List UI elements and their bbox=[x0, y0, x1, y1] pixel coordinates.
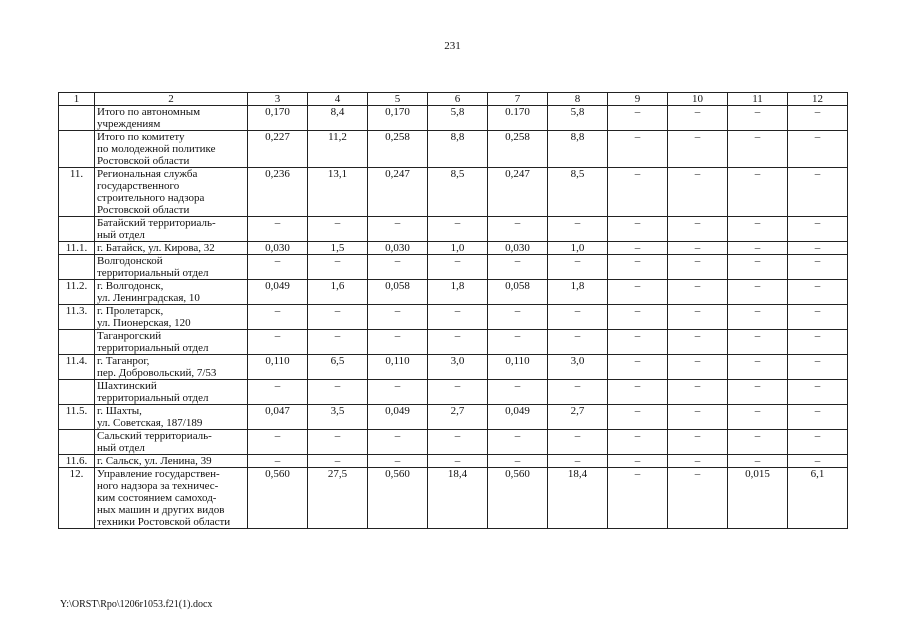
value-cell: – bbox=[668, 255, 728, 280]
table-row bbox=[59, 355, 848, 380]
row-number bbox=[59, 255, 95, 280]
value-cell: 0,058 bbox=[488, 280, 548, 305]
row-name: Батайский территориаль- ный отдел bbox=[95, 217, 248, 242]
row-name: г. Пролетарск, ул. Пионерская, 120 bbox=[95, 305, 248, 330]
value-cell: – bbox=[428, 330, 488, 355]
value-cell: – bbox=[248, 380, 308, 405]
value-cell: – bbox=[668, 217, 728, 242]
value-cell: 1,8 bbox=[428, 280, 488, 305]
value-cell: – bbox=[608, 255, 668, 280]
value-cell: – bbox=[488, 455, 548, 468]
row-number bbox=[59, 380, 95, 405]
value-cell: – bbox=[548, 217, 608, 242]
column-header: 10 bbox=[668, 93, 728, 106]
value-cell: – bbox=[608, 242, 668, 255]
row-number: 11.5. bbox=[59, 405, 95, 430]
value-cell: 0,015 bbox=[728, 468, 788, 529]
data-table bbox=[58, 92, 848, 529]
value-cell: – bbox=[608, 355, 668, 380]
value-cell: – bbox=[248, 255, 308, 280]
value-cell: – bbox=[788, 280, 848, 305]
value-cell: 2,7 bbox=[428, 405, 488, 430]
value-cell: 0,049 bbox=[368, 405, 428, 430]
value-cell: – bbox=[668, 380, 728, 405]
value-cell: – bbox=[728, 430, 788, 455]
value-cell: 2,7 bbox=[548, 405, 608, 430]
value-cell: 1,6 bbox=[308, 280, 368, 305]
value-cell: – bbox=[308, 455, 368, 468]
value-cell: – bbox=[788, 131, 848, 168]
row-number: 12. bbox=[59, 468, 95, 529]
value-cell: 3,5 bbox=[308, 405, 368, 430]
column-header: 1 bbox=[59, 93, 95, 106]
column-header: 4 bbox=[308, 93, 368, 106]
value-cell: – bbox=[728, 131, 788, 168]
value-cell: – bbox=[428, 217, 488, 242]
value-cell: 0,247 bbox=[488, 168, 548, 217]
value-cell: – bbox=[548, 430, 608, 455]
value-cell: – bbox=[668, 242, 728, 255]
row-name: г. Батайск, ул. Кирова, 32 bbox=[95, 242, 248, 255]
value-cell: 0,110 bbox=[488, 355, 548, 380]
value-cell: – bbox=[728, 455, 788, 468]
value-cell: – bbox=[368, 430, 428, 455]
column-header: 8 bbox=[548, 93, 608, 106]
row-number: 11.3. bbox=[59, 305, 95, 330]
value-cell: – bbox=[248, 305, 308, 330]
value-cell: – bbox=[428, 430, 488, 455]
value-cell: – bbox=[608, 106, 668, 131]
value-cell: – bbox=[728, 106, 788, 131]
value-cell: – bbox=[728, 280, 788, 305]
value-cell: 0,236 bbox=[248, 168, 308, 217]
row-name: Региональная служба государственного строительного надзора Ростовской области bbox=[95, 168, 248, 217]
value-cell: 0,110 bbox=[368, 355, 428, 380]
row-number: 11.4. bbox=[59, 355, 95, 380]
table-row bbox=[59, 242, 848, 255]
table-row bbox=[59, 255, 848, 280]
row-name: Шахтинский территориальный отдел bbox=[95, 380, 248, 405]
value-cell: – bbox=[728, 168, 788, 217]
value-cell: – bbox=[608, 280, 668, 305]
value-cell: 0,047 bbox=[248, 405, 308, 430]
value-cell: – bbox=[608, 405, 668, 430]
table-row bbox=[59, 330, 848, 355]
value-cell: – bbox=[788, 330, 848, 355]
value-cell: 5,8 bbox=[428, 106, 488, 131]
value-cell: – bbox=[668, 405, 728, 430]
column-header: 5 bbox=[368, 93, 428, 106]
value-cell: 0,110 bbox=[248, 355, 308, 380]
value-cell: – bbox=[308, 305, 368, 330]
value-cell: 18,4 bbox=[428, 468, 488, 529]
value-cell: – bbox=[608, 305, 668, 330]
value-cell: – bbox=[488, 430, 548, 455]
row-number: 11.6. bbox=[59, 455, 95, 468]
value-cell: – bbox=[668, 355, 728, 380]
row-name: г. Таганрог, пер. Добровольский, 7/53 bbox=[95, 355, 248, 380]
value-cell: – bbox=[668, 280, 728, 305]
value-cell: – bbox=[788, 355, 848, 380]
value-cell: – bbox=[548, 330, 608, 355]
value-cell: – bbox=[788, 106, 848, 131]
value-cell: 3,0 bbox=[548, 355, 608, 380]
value-cell: – bbox=[248, 430, 308, 455]
column-header: 2 bbox=[95, 93, 248, 106]
value-cell: – bbox=[548, 380, 608, 405]
table-row bbox=[59, 430, 848, 455]
column-header: 3 bbox=[248, 93, 308, 106]
value-cell: – bbox=[308, 217, 368, 242]
value-cell: – bbox=[608, 217, 668, 242]
value-cell: – bbox=[308, 430, 368, 455]
header-row bbox=[59, 93, 848, 106]
row-name: г. Волгодонск, ул. Ленинградская, 10 bbox=[95, 280, 248, 305]
value-cell: 27,5 bbox=[308, 468, 368, 529]
value-cell: – bbox=[728, 380, 788, 405]
table-body bbox=[59, 106, 848, 529]
value-cell: – bbox=[308, 255, 368, 280]
row-name: Итого по комитету по молодежной политике Ростовской области bbox=[95, 131, 248, 168]
value-cell: – bbox=[368, 380, 428, 405]
value-cell: 0.170 bbox=[488, 106, 548, 131]
value-cell: 1,5 bbox=[308, 242, 368, 255]
value-cell: – bbox=[608, 330, 668, 355]
row-number: 11.2. bbox=[59, 280, 95, 305]
row-name: Волгодонской территориальный отдел bbox=[95, 255, 248, 280]
value-cell: – bbox=[788, 430, 848, 455]
table-row bbox=[59, 305, 848, 330]
footer-file-path: Y:\ORST\Rpo\1206r1053.f21(1).docx bbox=[60, 599, 213, 610]
value-cell: 8,8 bbox=[548, 131, 608, 168]
value-cell: – bbox=[668, 168, 728, 217]
value-cell: – bbox=[248, 455, 308, 468]
value-cell: 0,258 bbox=[488, 131, 548, 168]
row-name: г. Шахты, ул. Советская, 187/189 bbox=[95, 405, 248, 430]
value-cell: 6,5 bbox=[308, 355, 368, 380]
value-cell: 0,560 bbox=[488, 468, 548, 529]
value-cell: – bbox=[368, 330, 428, 355]
value-cell: 0,170 bbox=[248, 106, 308, 131]
column-header: 12 bbox=[788, 93, 848, 106]
value-cell: – bbox=[788, 305, 848, 330]
value-cell: – bbox=[728, 217, 788, 242]
value-cell: – bbox=[728, 355, 788, 380]
row-name: г. Сальск, ул. Ленина, 39 bbox=[95, 455, 248, 468]
value-cell: – bbox=[548, 255, 608, 280]
value-cell: 3,0 bbox=[428, 355, 488, 380]
value-cell: – bbox=[668, 430, 728, 455]
value-cell: – bbox=[668, 305, 728, 330]
value-cell: – bbox=[668, 330, 728, 355]
value-cell: – bbox=[428, 380, 488, 405]
value-cell: – bbox=[428, 455, 488, 468]
column-header: 6 bbox=[428, 93, 488, 106]
value-cell: 0,247 bbox=[368, 168, 428, 217]
row-number: 11. bbox=[59, 168, 95, 217]
value-cell: 1,8 bbox=[548, 280, 608, 305]
value-cell: 0,560 bbox=[248, 468, 308, 529]
row-number bbox=[59, 430, 95, 455]
value-cell: 6,1 bbox=[788, 468, 848, 529]
value-cell: 0,030 bbox=[488, 242, 548, 255]
value-cell: 13,1 bbox=[308, 168, 368, 217]
value-cell: 0,227 bbox=[248, 131, 308, 168]
value-cell: – bbox=[728, 405, 788, 430]
value-cell: 5,8 bbox=[548, 106, 608, 131]
value-cell: – bbox=[788, 255, 848, 280]
value-cell: 0,049 bbox=[248, 280, 308, 305]
value-cell: – bbox=[368, 255, 428, 280]
table-row bbox=[59, 168, 848, 217]
value-cell: 0,560 bbox=[368, 468, 428, 529]
table-row bbox=[59, 280, 848, 305]
value-cell: – bbox=[488, 255, 548, 280]
table-row bbox=[59, 380, 848, 405]
value-cell: – bbox=[608, 430, 668, 455]
value-cell: – bbox=[548, 305, 608, 330]
row-name: Итого по автономным учреждениям bbox=[95, 106, 248, 131]
value-cell: – bbox=[248, 330, 308, 355]
value-cell: 1,0 bbox=[428, 242, 488, 255]
value-cell: – bbox=[668, 131, 728, 168]
row-name: Управление государствен- ного надзора за техничес- ким состоянием самоход- ных машин и других видов техники Ростовской области bbox=[95, 468, 248, 529]
table-row bbox=[59, 455, 848, 468]
value-cell: – bbox=[608, 131, 668, 168]
value-cell: – bbox=[608, 168, 668, 217]
value-cell: – bbox=[788, 405, 848, 430]
page-number: 231 bbox=[444, 40, 461, 52]
value-cell: – bbox=[308, 330, 368, 355]
value-cell: – bbox=[488, 380, 548, 405]
value-cell: – bbox=[248, 217, 308, 242]
value-cell: – bbox=[728, 242, 788, 255]
value-cell: – bbox=[308, 380, 368, 405]
value-cell: 8,8 bbox=[428, 131, 488, 168]
value-cell: 8,5 bbox=[548, 168, 608, 217]
value-cell: 0,049 bbox=[488, 405, 548, 430]
value-cell: – bbox=[548, 455, 608, 468]
value-cell: – bbox=[488, 330, 548, 355]
value-cell: – bbox=[668, 106, 728, 131]
value-cell: – bbox=[728, 255, 788, 280]
row-number bbox=[59, 106, 95, 131]
table-row bbox=[59, 106, 848, 131]
value-cell: – bbox=[728, 305, 788, 330]
value-cell: – bbox=[788, 242, 848, 255]
value-cell: – bbox=[668, 468, 728, 529]
value-cell: – bbox=[788, 380, 848, 405]
value-cell: – bbox=[428, 255, 488, 280]
value-cell: – bbox=[788, 217, 848, 242]
table-row bbox=[59, 217, 848, 242]
value-cell: – bbox=[368, 305, 428, 330]
value-cell: – bbox=[428, 305, 488, 330]
value-cell: 11,2 bbox=[308, 131, 368, 168]
row-number bbox=[59, 131, 95, 168]
row-number: 11.1. bbox=[59, 242, 95, 255]
value-cell: 0,030 bbox=[368, 242, 428, 255]
value-cell: 1,0 bbox=[548, 242, 608, 255]
value-cell: – bbox=[728, 330, 788, 355]
value-cell: – bbox=[608, 468, 668, 529]
column-header: 11 bbox=[728, 93, 788, 106]
value-cell: 0,258 bbox=[368, 131, 428, 168]
value-cell: 8,5 bbox=[428, 168, 488, 217]
value-cell: – bbox=[368, 217, 428, 242]
value-cell: 0,058 bbox=[368, 280, 428, 305]
column-header: 9 bbox=[608, 93, 668, 106]
value-cell: – bbox=[488, 217, 548, 242]
value-cell: – bbox=[788, 168, 848, 217]
value-cell: – bbox=[788, 455, 848, 468]
value-cell: 18,4 bbox=[548, 468, 608, 529]
table-row bbox=[59, 131, 848, 168]
value-cell: 0,030 bbox=[248, 242, 308, 255]
value-cell: – bbox=[608, 455, 668, 468]
column-header: 7 bbox=[488, 93, 548, 106]
row-number bbox=[59, 330, 95, 355]
row-name: Сальский территориаль- ный отдел bbox=[95, 430, 248, 455]
row-number bbox=[59, 217, 95, 242]
value-cell: – bbox=[368, 455, 428, 468]
value-cell: – bbox=[488, 305, 548, 330]
table-row bbox=[59, 468, 848, 529]
value-cell: 8,4 bbox=[308, 106, 368, 131]
value-cell: – bbox=[668, 455, 728, 468]
value-cell: 0,170 bbox=[368, 106, 428, 131]
row-name: Таганрогский территориальный отдел bbox=[95, 330, 248, 355]
table-row bbox=[59, 405, 848, 430]
value-cell: – bbox=[608, 380, 668, 405]
